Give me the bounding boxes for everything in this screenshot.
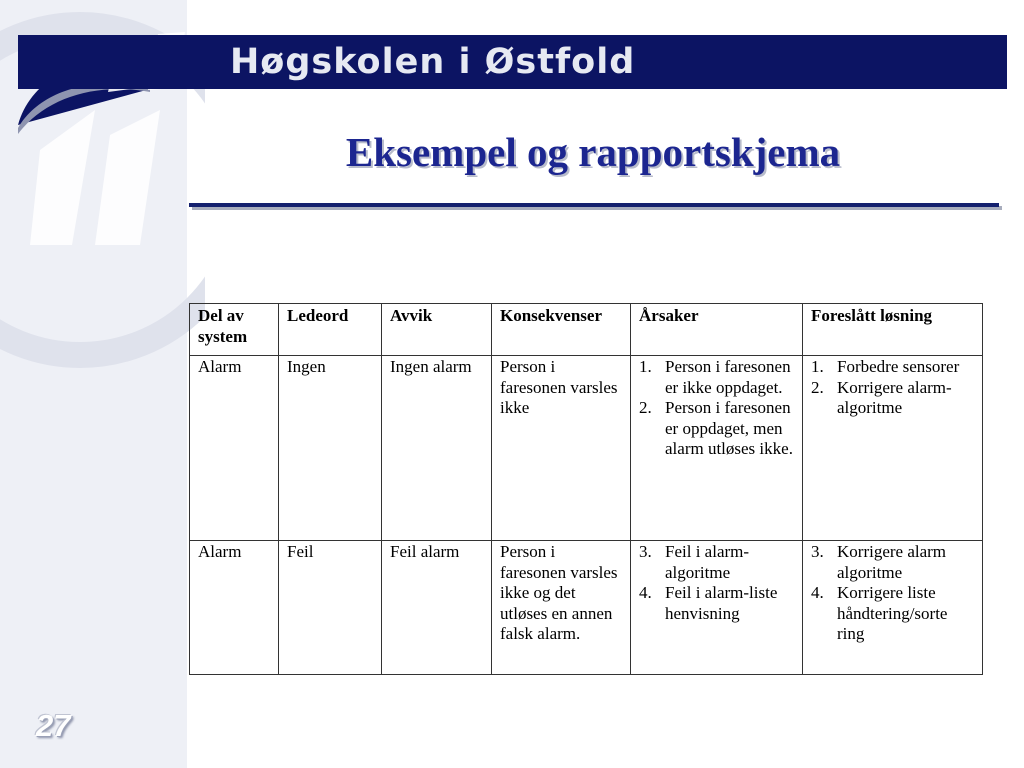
cell-avvik: Ingen alarm [382, 356, 492, 541]
list-item: 2. Korrigere alarm-algoritme [811, 377, 952, 417]
table-row [190, 541, 983, 675]
column-header: Årsaker [631, 304, 803, 356]
cell-losning [803, 541, 983, 675]
losning-list [811, 542, 974, 645]
cell-konsekvenser: Person i faresonen varsles ikke og det utløses en annen falsk alarm. [492, 541, 631, 675]
page-number: 27 [36, 708, 71, 743]
column-header: Avvik [382, 304, 492, 356]
list-item: 2. Person i faresonen er oppdaget, men alarm utløses ikke. [639, 398, 793, 458]
cell-del-av-system: Alarm [190, 541, 279, 675]
arsaker-list [639, 357, 794, 460]
cell-del-av-system: Alarm [190, 356, 279, 541]
cell-avvik: Feil alarm [382, 541, 492, 675]
column-header: Ledeord [279, 304, 382, 356]
cell-konsekvenser: Person i faresonen varsles ikke [492, 356, 631, 541]
list-item: 4. Korrigere liste håndtering/sorte ring [811, 583, 948, 643]
list-item: 3. Feil i alarm-algoritme [639, 542, 750, 582]
cell-arsaker [631, 541, 803, 675]
cell-ledeord: Ingen [279, 356, 382, 541]
cell-arsaker [631, 356, 803, 541]
list-item: 4. Feil i alarm-liste henvisning [639, 583, 778, 623]
institution-name: Høgskolen i Østfold [230, 42, 636, 82]
slide-title: Eksempel og rapportskjema [345, 129, 841, 175]
report-table [189, 303, 983, 675]
title-divider [189, 203, 999, 207]
column-header: Foreslått løsning [803, 304, 983, 356]
losning-list [811, 357, 974, 419]
list-item: 1. Forbedre sensorer [811, 357, 960, 376]
table-header-row [190, 304, 983, 356]
report-table-container [189, 303, 983, 675]
column-header: Konsekvenser [492, 304, 631, 356]
cell-losning [803, 356, 983, 541]
list-item: 3. Korrigere alarm algoritme [811, 542, 947, 582]
table-row [190, 356, 983, 541]
column-header: Del av system [190, 304, 279, 356]
cell-ledeord: Feil [279, 541, 382, 675]
arsaker-list [639, 542, 794, 624]
list-item: 1. Person i faresonen er ikke oppdaget. [639, 357, 791, 397]
